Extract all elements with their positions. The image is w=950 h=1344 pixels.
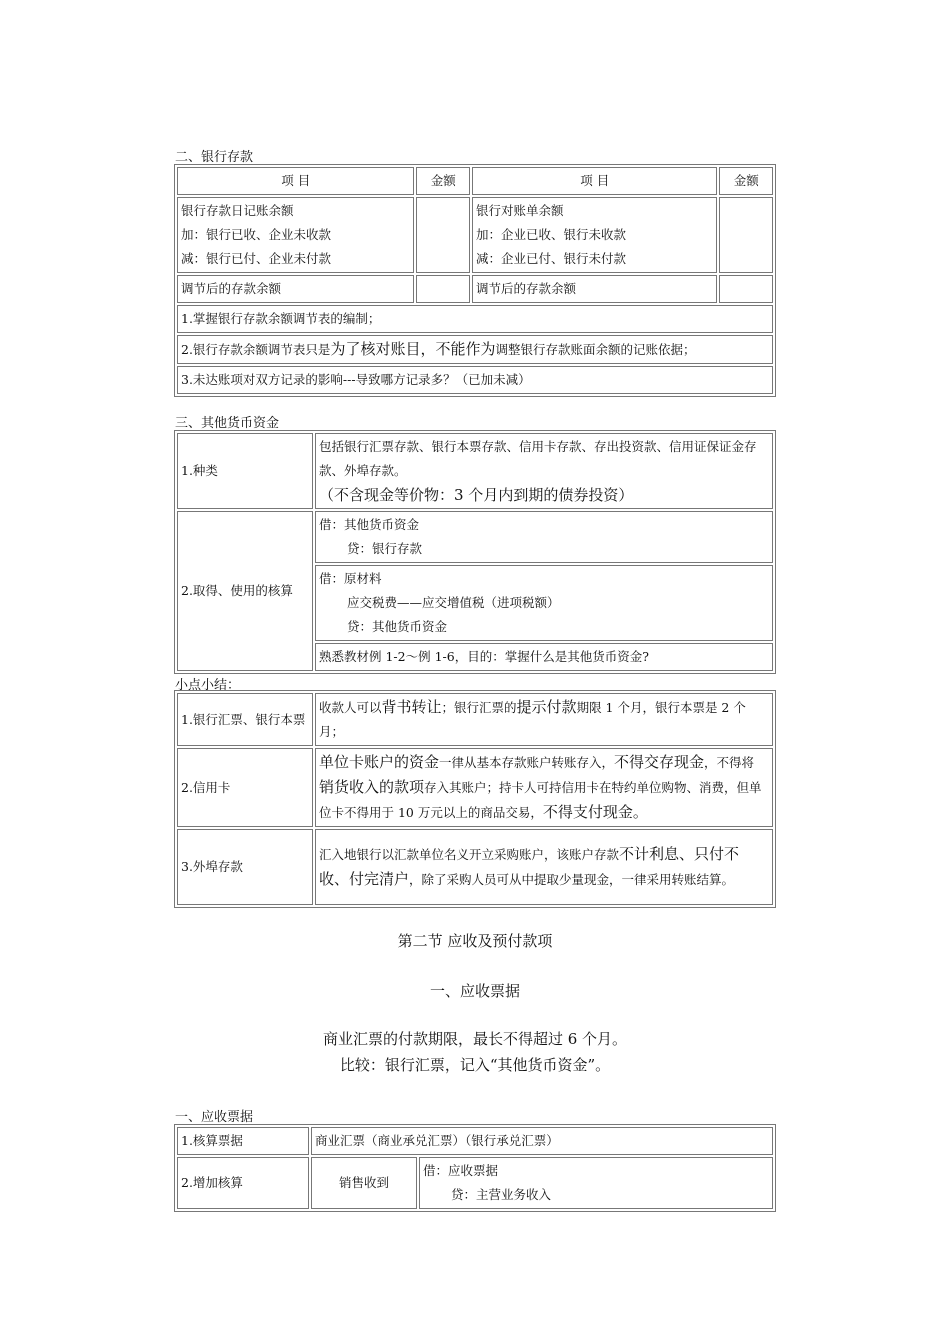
emphasis-span: 不得支付现金。 [542,803,648,821]
entry-3: 熟悉教材例 1-2～例 1-6，目的：掌握什么是其他货币资金? [315,643,773,671]
notes-r1-text: 商业汇票（商业承兑汇票）（银行承兑汇票） [311,1127,773,1155]
entry-2-debit-2: 应交税费——应交增值税（进项税额） [347,595,560,610]
emphasis-span: 提示付款 [516,698,577,716]
ledger-balance-cell [177,197,414,273]
adjusted-balance-left: 调节后的存款余额 [177,275,414,303]
note-1: 1.掌握银行存款余额调节表的编制； [177,305,773,333]
header-amount-right: 金额 [719,167,773,195]
amount-cell [416,197,470,273]
ledger-line: 减：银行已付、企业未付款 [181,251,332,266]
notes-receivable-title: 一、应收票据 [175,1110,254,1125]
chapter-subheading: 一、应收票据 [429,982,520,1000]
kind-cell [315,433,773,509]
statement-line: 银行对账单余额 [476,203,564,218]
text-span: 汇入地银行以汇款单位名义开立采购账户，该账户存款 [319,847,620,862]
kind-text: 包括银行汇票存款、银行本票存款、信用卡存款、存出投资款、信用证保证金存款、外埠存款。 [319,439,757,478]
rule-line-1: 商业汇票的付款期限，最长不得超过 6 个月。 [322,1030,628,1048]
ledger-line: 加：银行已收、企业未收款 [181,227,332,242]
summary-r1-label: 1.银行汇票、银行本票 [177,693,313,746]
kind-label: 1.种类 [177,433,313,509]
notes-r2-debit: 借：应收票据 [423,1163,499,1178]
notes-receivable-table [174,1124,776,1212]
notes-r2-label: 2.增加核算 [177,1157,309,1209]
statement-line: 减：企业已付、银行未付款 [476,251,627,266]
other-monetary-table [174,430,776,674]
accounting-label: 2.取得、使用的核算 [177,511,313,671]
text-span: 期限 1 个月，银行本票是 2 个月； [319,700,746,739]
note-2-a: 2.银行存款余额调节表只是 [181,342,331,357]
section-title-other-monetary: 三、其他货币资金 [175,416,280,431]
summary-r2-label: 2.信用卡 [177,748,313,827]
emphasis-span: 单位卡账户的资金 [319,753,440,771]
header-item-left: 项 目 [177,167,414,195]
emphasis-span: 不计利息、只付不收、付完清户 [319,845,740,888]
kind-note: （不含现金等价物：3 个月内到期的债券投资） [319,486,634,504]
notes-r2-credit: 贷：主营业务收入 [451,1187,552,1202]
rule-line-2: 比较：银行汇票，记入“其他货币资金”。 [339,1056,611,1074]
entry-2 [315,565,773,641]
statement-line: 加：企业已收、银行未收款 [476,227,627,242]
note-2-c: 调整银行存款账面余额的记账依据； [495,342,696,357]
emphasis-span: 销货收入的款项 [319,778,425,796]
chapter-heading: 第二节 应收及预付款项 [397,932,553,950]
amount-cell [719,197,773,273]
notes-r2-entry [419,1157,773,1209]
text-span: ，除了采购人员可从中提取少量现金，一律采用转账结算。 [409,872,735,887]
bank-statement-cell [472,197,717,273]
text-span: ；银行汇票的 [441,700,517,715]
amount-cell [719,275,773,303]
header-amount-left: 金额 [416,167,470,195]
summary-table [174,690,776,908]
text-span: ，不得将 [704,755,755,770]
emphasis-span: 不得交存现金 [614,753,705,771]
entry-1-debit: 借：其他货币资金 [319,517,420,532]
entry-1 [315,511,773,563]
note-2 [177,335,773,364]
note-3: 3.未达账项对双方记录的影响---导致哪方记录多？（已加未减） [177,366,773,394]
notes-r2-mid: 销售收到 [311,1157,417,1209]
entry-2-debit: 借：原材料 [319,571,382,586]
note-2-emphasis: 为了核对账目，不能作为 [330,340,496,358]
notes-r1-label: 1.核算票据 [177,1127,309,1155]
summary-r3-text [315,829,773,905]
section-title-bank-deposit: 二、银行存款 [175,150,254,165]
adjusted-balance-right: 调节后的存款余额 [472,275,717,303]
entry-1-credit: 贷：银行存款 [347,541,423,556]
ledger-line: 银行存款日记账余额 [181,203,294,218]
text-span: 一律从基本存款账户转账存入， [439,755,615,770]
entry-2-credit: 贷：其他货币资金 [347,619,448,634]
emphasis-span: 背书转让 [381,698,442,716]
summary-r3-label: 3.外埠存款 [177,829,313,905]
header-item-right: 项 目 [472,167,717,195]
text-span: 收款人可以 [319,700,382,715]
summary-r1-text [315,693,773,746]
bank-reconciliation-table [174,164,776,397]
text-span: 存入其账户；持卡人可持信用卡在特约单位购物、消费，但单位卡不得用于 10 万元以上的商品交易， [319,780,762,820]
summary-r2-text [315,748,773,827]
summary-title: 小点小结： [175,678,241,693]
amount-cell [416,275,470,303]
